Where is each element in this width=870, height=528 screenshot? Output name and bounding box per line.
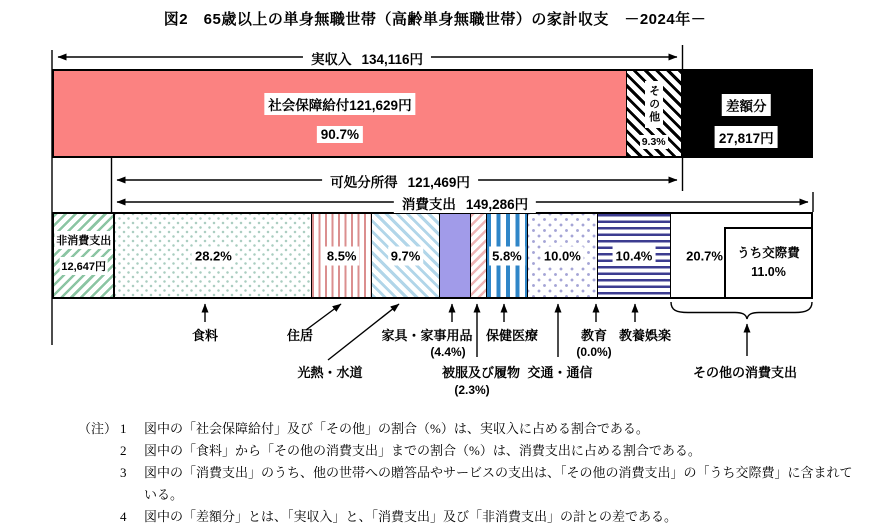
consumption-label: 消費支出 [401,197,456,212]
culture-pct: 10.4% [613,246,656,265]
seg-housing [311,214,371,297]
label-transport: 交通・通信 [527,365,593,380]
label-health: 保健医療 [485,328,539,343]
income-bar [52,69,813,158]
seg-utilities [371,214,439,297]
note-num: 3 [120,465,127,480]
housing-pct: 8.5% [324,246,360,265]
transport-pct: 10.0% [541,246,584,265]
note-item [120,462,860,506]
disposable-income-span-label [322,171,478,191]
seg-food [113,214,311,297]
disposable-income-label: 可処分所得 [330,175,398,190]
label-clothing: 被服及び履物 [441,365,521,380]
seg-culture [597,214,670,297]
label-furniture: 家具・家事用品 [381,328,473,343]
notes-block [78,418,860,528]
seg-health [486,214,527,297]
non-consumption-label: 非消費支出 [54,231,113,249]
notes-list [120,418,860,528]
kousai-line1: うち交際費 [737,246,800,260]
kousai-line2: 11.0% [751,265,786,279]
label-education-pct: (0.0%) [576,345,612,359]
social-security-name: 社会保障給付 [268,98,350,113]
consumption-span-label [394,193,536,213]
social-security-label [264,93,415,115]
note-text: 図中の「差額分」とは、「実収入」と、「消費支出」及び「非消費支出」の計との差である。 [144,509,678,524]
note-text: 図中の「消費支出」のうち、他の世帯への贈答品やサービスの支出は、「その他の消費支出」の「うち交際費」に含まれている。 [144,465,853,502]
disposable-income-value: 121,469円 [407,175,470,190]
label-culture: 教養娯楽 [618,328,672,343]
label-furniture-pct: (4.4%) [430,345,466,359]
balance-label: 差額分 [722,94,771,116]
label-other-consumption: その他の消費支出 [692,365,798,380]
social-security-amount: 121,629円 [349,98,412,113]
consumption-value: 149,286円 [465,197,529,212]
note-item [120,440,860,462]
income-seg-balance [681,71,812,156]
utilities-pct: 9.7% [388,246,424,265]
note-text: 図中の「食料」から「その他の消費支出」までの割合（%）は、消費支出に占める割合である。 [144,443,701,458]
income-other-pct: 9.3% [641,136,666,148]
seg-furniture [439,214,470,297]
income-value: 134,116円 [361,52,424,67]
non-consumption-seg [54,214,113,297]
income-span-label [303,48,431,68]
label-housing: 住居 [286,328,314,343]
income-seg-other [626,71,681,156]
label-utilities: 光熱・水道 [297,365,363,380]
note-text: 図中の「社会保障給付」及び「その他」の割合（%）は、実収入に占める割合である。 [144,421,649,436]
seg-other-consumption [670,214,811,297]
social-security-pct: 90.7% [317,126,363,143]
food-pct: 28.2% [192,246,235,265]
income-seg-social-security [54,71,626,156]
health-pct: 5.8% [489,246,525,265]
notes-heading: （注） [78,421,118,436]
note-num: 1 [120,421,127,436]
label-food: 食料 [191,328,219,343]
expenditure-bar [52,212,813,299]
kousai-box [724,227,813,299]
income-other-label: その他 [645,81,663,128]
seg-clothing [470,214,486,297]
non-consumption-amount: 12,647円 [59,257,108,275]
label-education: 教育 [580,328,608,343]
note-item [120,418,860,440]
other-consumption-pct: 20.7% [683,246,726,265]
balance-amount: 27,817円 [715,126,778,148]
note-num: 2 [120,443,127,458]
note-num: 4 [120,509,127,524]
label-clothing-pct: (2.3%) [454,383,490,397]
note-item [120,506,860,528]
chart-title: 図2 65歳以上の単身無職世帯（高齢単身無職世帯）の家計収支 －2024年－ [163,11,707,28]
seg-transport [527,214,597,297]
income-label: 実収入 [310,52,352,67]
